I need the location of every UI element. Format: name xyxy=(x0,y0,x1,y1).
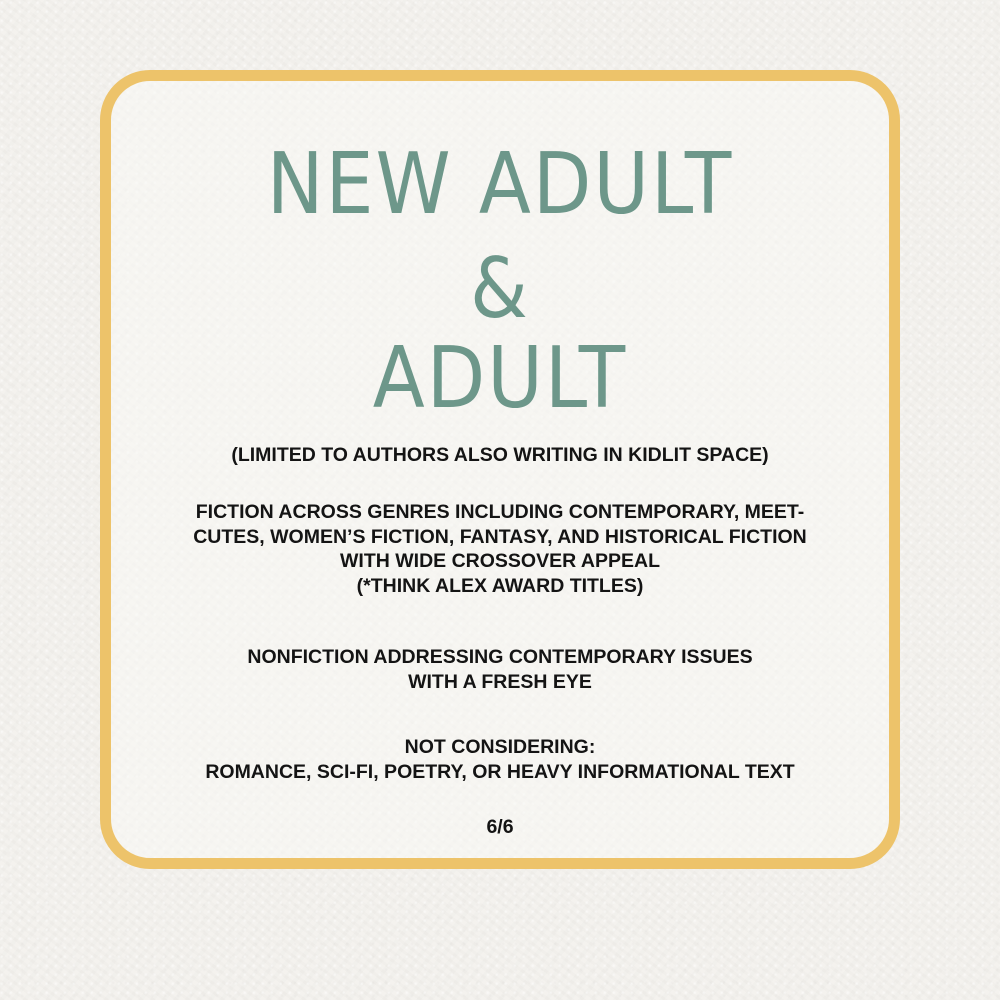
fiction-line: WITH WIDE CROSSOVER APPEAL xyxy=(340,550,660,572)
not-considering-items: ROMANCE, SCI-FI, POETRY, OR HEAVY INFORMATIONAL TEXT xyxy=(205,760,795,783)
nonfiction-line: WITH A FRESH EYE xyxy=(408,670,592,693)
fiction-paragraph xyxy=(110,500,890,598)
restriction-text: (LIMITED TO AUTHORS ALSO WRITING IN KIDLIT SPACE) xyxy=(231,444,769,466)
not-considering-heading: NOT CONSIDERING: xyxy=(404,736,596,758)
headline-ampersand: & xyxy=(470,240,530,338)
page-indicator-text: 6/6 xyxy=(486,816,514,838)
headline-new-adult: NEW ADULT xyxy=(266,133,734,234)
fiction-line: CUTES, WOMEN’S FICTION, FANTASY, AND HISTORICAL FICTION xyxy=(193,525,807,548)
nonfiction-paragraph xyxy=(110,645,890,694)
restriction-note xyxy=(110,443,890,468)
not-considering-paragraph xyxy=(110,735,890,784)
fiction-line: (*THINK ALEX AWARD TITLES) xyxy=(356,574,644,597)
page-indicator xyxy=(110,815,890,840)
nonfiction-line: NONFICTION ADDRESSING CONTEMPORARY ISSUES xyxy=(247,646,753,668)
headline-adult: ADULT xyxy=(372,327,628,428)
fiction-line: FICTION ACROSS GENRES INCLUDING CONTEMPORARY, MEET- xyxy=(195,501,805,523)
